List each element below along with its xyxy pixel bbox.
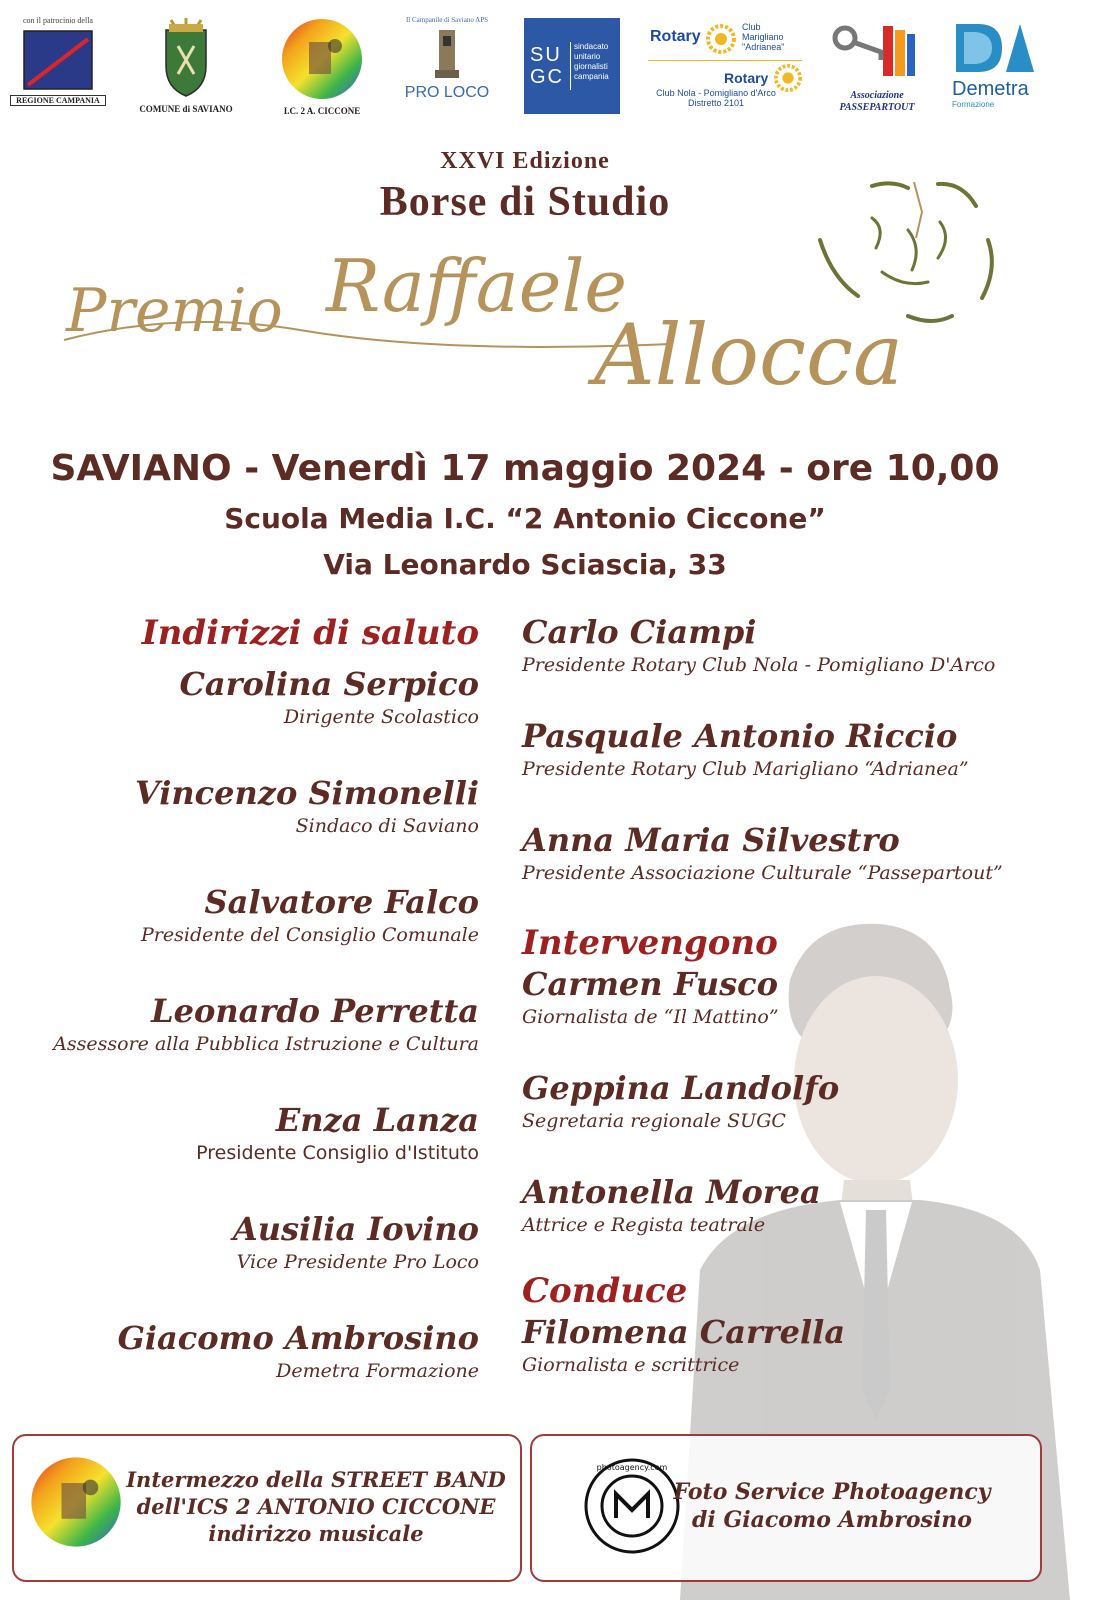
greeting-entry (19, 1100, 479, 1166)
greeting-entry (19, 1209, 479, 1275)
photo-service-line-1: Foto Service Photoagency (673, 1479, 991, 1505)
sugc-line-4: campania (574, 72, 609, 81)
demetra-da-icon (952, 22, 1036, 74)
regione-shield-icon (18, 25, 98, 91)
person-name: Leonardo Perretta (151, 992, 479, 1030)
greeting-entry (19, 664, 479, 730)
script-flourish (60, 300, 680, 380)
rotary2-club-1: Club Nola - Pomigliano d'Arco (656, 88, 776, 98)
demetra-label: Demetra (952, 78, 1029, 100)
host-entry (522, 1312, 1042, 1378)
rotary1-club-2: Marigliano (742, 32, 784, 42)
greeting-entry (19, 1318, 479, 1384)
person-name: Carolina Serpico (179, 665, 479, 703)
greeting-entry (522, 820, 1042, 886)
rainbow-school-icon (28, 1454, 124, 1550)
key-books-icon (827, 16, 927, 86)
speaker-entry (522, 1068, 1042, 1134)
proloco-caption: PRO LOCO (404, 84, 490, 101)
rotary1-club-3: "Adrianea" (742, 42, 785, 52)
person-role: Presidente Consiglio d'Istituto (196, 1142, 479, 1164)
logo-comune-caption: COMUNE di SAVIANO (139, 104, 233, 114)
person-role: Presidente Rotary Club Nola - Pomigliano D'Arco (522, 654, 996, 676)
person-name: Ausilia Iovino (232, 1210, 479, 1248)
sugc-letters: SU GC (530, 44, 564, 88)
greeting-entry (522, 716, 1042, 782)
person-name: Antonella Morea (522, 1173, 821, 1211)
greeting-entry (19, 882, 479, 948)
person-role: Presidente del Consiglio Comunale (141, 924, 479, 946)
logo-ic-ciccone (270, 16, 374, 116)
sugc-line-3: giornalisti (574, 62, 608, 71)
street-band-line-3: indirizzo musicale (208, 1521, 424, 1546)
logo-regione-caption: REGIONE CAMPANIA (10, 95, 106, 106)
person-role: Giornalista e scrittrice (522, 1354, 740, 1376)
person-name: Vincenzo Simonelli (134, 774, 479, 812)
person-role: Assessore alla Pubblica Istruzione e Cultura (53, 1033, 479, 1055)
street-band-line-2: dell'ICS 2 ANTONIO CICCONE (136, 1494, 496, 1519)
stamp-ring-text: photoagency.com (596, 1463, 668, 1472)
bell-tower-icon (417, 24, 477, 80)
host-section-title: Conduce (522, 1271, 688, 1311)
rotary1-label: Rotary (650, 28, 701, 45)
comune-crest-icon (151, 16, 221, 100)
proloco-arc-text: Il Campanile di Saviano APS (405, 16, 489, 24)
greeting-entry (522, 612, 1042, 678)
person-name: Giacomo Ambrosino (117, 1319, 479, 1357)
rotary-wheel-icon (706, 24, 736, 54)
person-role: Giornalista de “Il Mattino” (522, 1006, 779, 1028)
rotary2-label: Rotary (724, 70, 769, 86)
dancers-logo-icon (812, 178, 1012, 328)
logo-ic-caption: I.C. 2 A. CICCONE (283, 106, 361, 116)
greeting-entry (19, 773, 479, 839)
person-name: Carmen Fusco (522, 965, 778, 1003)
speakers-section-title: Intervengono (522, 923, 778, 963)
person-name: Enza Lanza (275, 1101, 479, 1139)
rotary1-club-1: Club (742, 22, 761, 32)
street-band-line-1: Intermezzo della STREET BAND (126, 1467, 506, 1492)
logo-passepartout (822, 16, 932, 114)
demetra-sub: Formazione (952, 100, 995, 109)
greetings-section-title: Indirizzi di saluto (141, 613, 479, 653)
page-title: Borse di Studio (379, 179, 671, 225)
photo-service-box (530, 1434, 1042, 1582)
event-address-line: Via Leonardo Sciascia, 33 (323, 548, 727, 581)
rainbow-school-icon (279, 16, 365, 102)
person-role: Demetra Formazione (276, 1360, 479, 1382)
passepartout-line-2: PASSEPARTOUT (839, 102, 915, 113)
street-band-box (12, 1434, 522, 1582)
person-name: Pasquale Antonio Riccio (522, 717, 958, 755)
edition-label: XXVI Edizione (440, 148, 610, 174)
event-date-line: SAVIANO - Venerdì 17 maggio 2024 - ore 10,00 (50, 448, 1000, 489)
logo-comune-saviano (128, 16, 244, 114)
person-role: Dirigente Scolastico (283, 706, 479, 728)
logo-regione-campania (10, 16, 106, 106)
greeting-entry (19, 991, 479, 1057)
person-name: Anna Maria Silvestro (522, 821, 900, 859)
person-name: Salvatore Falco (204, 883, 479, 921)
photo-service-line-2: di Giacomo Ambrosino (692, 1507, 972, 1533)
person-role: Vice Presidente Pro Loco (236, 1251, 479, 1273)
logo-sugc (524, 18, 620, 114)
event-school-line: Scuola Media I.C. “2 Antonio Ciccone” (224, 502, 826, 535)
logo-pro-loco (398, 16, 496, 102)
person-role: Presidente Rotary Club Marigliano “Adrianea” (522, 758, 969, 780)
speaker-entry (522, 964, 1042, 1030)
allocca-script: Allocca (594, 306, 904, 404)
person-role: Presidente Associazione Culturale “Passepartout” (522, 862, 1003, 884)
photoagency-stamp-icon (582, 1456, 682, 1556)
sugc-divider (570, 42, 571, 90)
rotary-divider (648, 60, 802, 61)
person-name: Filomena Carrella (522, 1313, 846, 1351)
speakers-column (522, 612, 1042, 1378)
passepartout-line-1: Associazione (850, 90, 904, 101)
person-name: Carlo Ciampi (522, 613, 757, 651)
logo-demetra (952, 22, 1052, 112)
speaker-entry (522, 1172, 1042, 1238)
raffaele-script: Raffaele (326, 244, 627, 328)
sugc-line-2: unitario (574, 52, 601, 61)
person-role: Segretaria regionale SUGC (522, 1110, 786, 1132)
person-role: Sindaco di Saviano (295, 815, 479, 837)
logo-regione-caption-top: con il patrocinio della (23, 16, 93, 25)
person-name: Geppina Landolfo (522, 1069, 840, 1107)
premio-script: Premio (66, 276, 283, 346)
person-role: Attrice e Regista teatrale (522, 1214, 766, 1236)
rotary2-club-2: Distretto 2101 (687, 98, 745, 108)
sugc-line-1: sindacato (574, 42, 609, 51)
logo-rotary (644, 20, 808, 112)
greetings-column (19, 612, 479, 1384)
